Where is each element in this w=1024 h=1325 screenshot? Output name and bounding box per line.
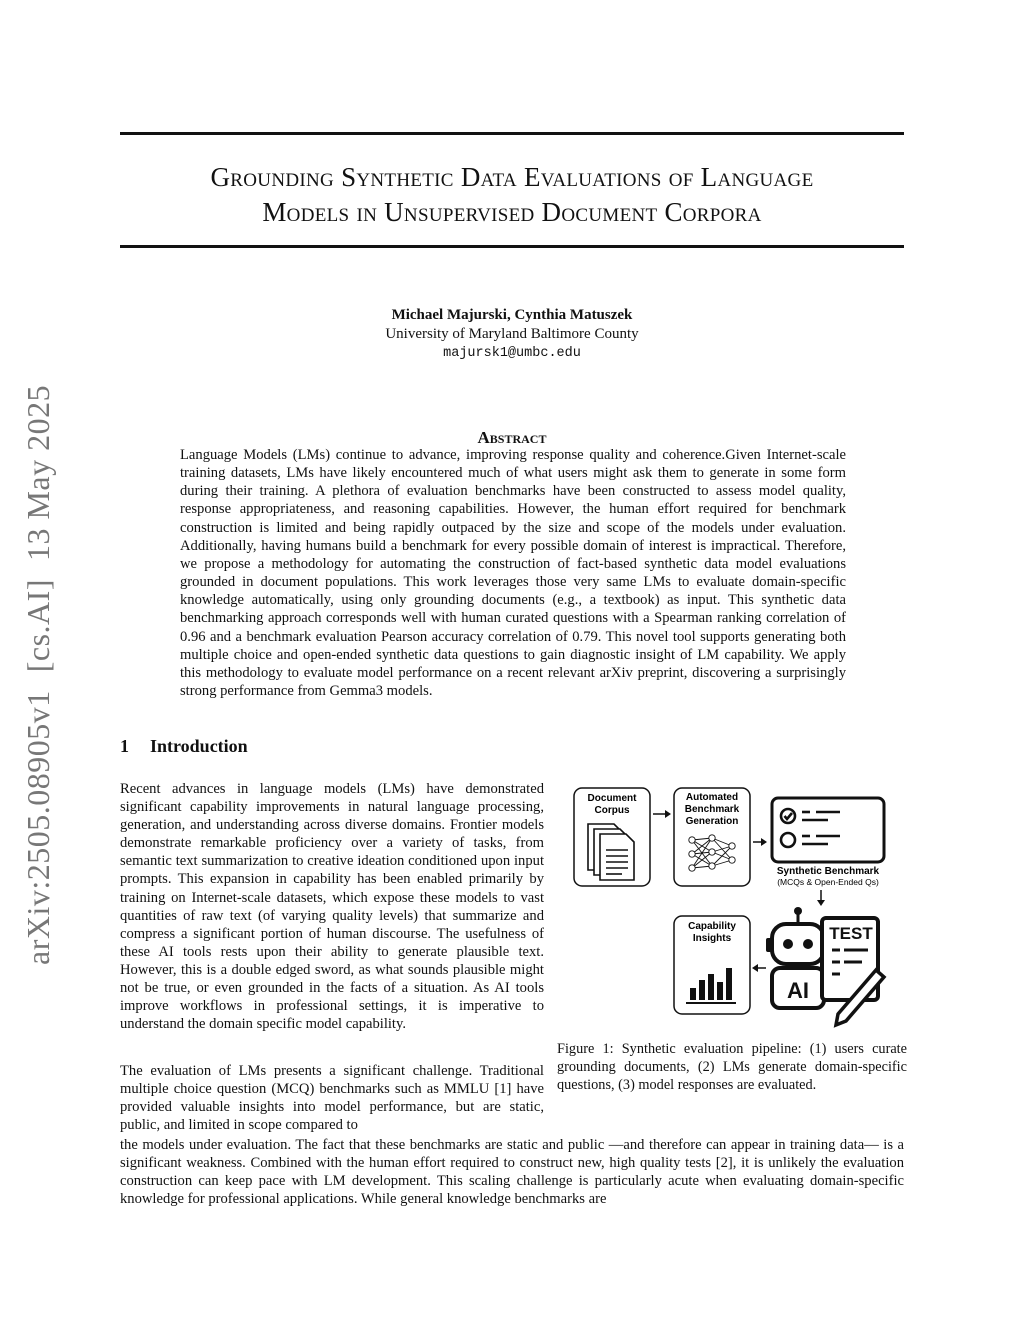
author-email: majursk1@umbc.edu bbox=[443, 346, 581, 361]
box2-label-2: Benchmark bbox=[684, 804, 740, 815]
neural-network-icon bbox=[689, 835, 735, 871]
abstract-text: Language Models (LMs) continue to advance, improving response quality and coherence.Given Internet-scale training datasets, LMs have likely encountered much of what users might ask them to generate in some form during their training. A plethora of evaluation benchmarks have been constructed to assess model quality, response appropriateness, and reasoning capabilities. However, the human effort required for benchmark construction is limited and being rapidly outpaced by the size and scope of the models under evaluation. Additionally, having humans build a benchmark for every possible domain of interest is impractical. Therefore, we propose a methodology for automating the construction of fact-based synthetic data model evaluations grounded in document populations. This work leverages those very same LMs to evaluate domain-specific knowledge automatically, using only grounding documents (e.g., a textbook) as input. This synthetic data benchmarking approach corresponds well with human curated questions with a Spearman ranking correlation of 0.96 and a benchmark evaluation Pearson accuracy correlation of 0.79. This novel tool supports generating both multiple choice and open-ended synthetic data questions to gain diagnostic insight of LM capability. We apply this methodology to evaluate model performance on a recent relevant arXiv preprint, discovering a surprisingly strong performance from Gemma3 models. bbox=[180, 447, 846, 700]
intro-paragraph-1: Recent advances in language models (LMs) have demonstrated significant capability improvements in natural language processing, generation, and understanding across diverse domains. Frontier models demonstrate remarkable proficiency over a variety of tasks, from semantic text summarization to creative ideation conditioned upon input prompts. This expansion in capability has been enabled primarily by training on Internet-scale datasets, which expose these models to vast quantities of raw text (of varying quality levels) that summarize and compress a significant portion of human discourse. The usefulness of these AI tools rests upon their ability to generate plausible text. However, this is a double edged sword, as what sounds plausible might not be true, or even grounded in the facts of a situation. As AI tools improve workflows in professional settings, it is imperative to understand the domain specific model capability. bbox=[120, 781, 544, 1033]
cap-label-1: Capability bbox=[688, 921, 736, 932]
benchmark-generation-box bbox=[674, 788, 750, 886]
arrowhead-3-icon bbox=[817, 900, 825, 906]
synthetic-benchmark-sublabel: (MCQs & Open-Ended Qs) bbox=[777, 877, 879, 887]
title-top-rule bbox=[120, 132, 904, 135]
test-label: TEST bbox=[829, 924, 873, 943]
affiliation: University of Maryland Baltimore County bbox=[385, 326, 639, 342]
arxiv-date: 13 May 2025 bbox=[20, 384, 56, 562]
box1-label-1: Document bbox=[587, 793, 637, 804]
checklist-icon bbox=[781, 809, 840, 847]
arrowhead-4-icon bbox=[752, 964, 758, 972]
box2-label-3: Generation bbox=[685, 816, 739, 827]
author-names: Michael Majurski, Cynthia Matuszek bbox=[391, 307, 633, 323]
title-line-2: Models in Unsupervised Document Corpora bbox=[262, 197, 762, 227]
arrowhead-2-icon bbox=[761, 838, 767, 846]
abstract-heading: Abstract bbox=[477, 428, 547, 447]
section-number: 1 bbox=[120, 736, 129, 756]
document-corpus-box bbox=[574, 788, 650, 886]
arrowhead-1-icon bbox=[665, 810, 671, 818]
arxiv-id: arXiv:2505.08905v1 bbox=[20, 690, 56, 965]
synthetic-benchmark-label: Synthetic Benchmark bbox=[776, 866, 880, 877]
section-heading bbox=[120, 736, 248, 757]
figure-caption: Figure 1: Synthetic evaluation pipeline: (1) users curate grounding documents, (2) LMs generate domain-specific questions, (3) model responses are evaluated. bbox=[557, 1041, 907, 1094]
box1-label-2: Corpus bbox=[594, 805, 630, 816]
documents-icon bbox=[588, 824, 634, 880]
pipeline-figure bbox=[566, 782, 906, 1030]
cap-label-2: Insights bbox=[692, 933, 732, 944]
arxiv-category: [cs.AI] bbox=[20, 579, 56, 673]
title-bottom-rule bbox=[120, 245, 904, 248]
intro-paragraph-2-column: The evaluation of LMs presents a significant challenge. Traditional multiple choice question (MCQ) benchmarks such as MMLU [1] have provided valuable insights into model performance, but are static, public, and limited in scope compared to bbox=[120, 1063, 544, 1134]
title-line-1: Grounding Synthetic Data Evaluations of Language bbox=[210, 162, 814, 192]
section-title: Introduction bbox=[150, 736, 248, 756]
arxiv-stamp bbox=[20, 367, 57, 965]
author-block bbox=[120, 306, 904, 363]
ai-label: AI bbox=[787, 978, 809, 1003]
box2-label-1: Automated bbox=[685, 792, 739, 803]
bar-chart-icon bbox=[686, 968, 736, 1004]
capability-insights-box bbox=[674, 916, 750, 1014]
synthetic-benchmark-box bbox=[772, 798, 884, 887]
robot-test-icon bbox=[766, 907, 884, 1025]
intro-paragraph-2-full: the models under evaluation. The fact that these benchmarks are static and public —and therefore can appear in training data— is a significant weakness. Combined with the human effort required to construct new, high quality tests [2], it is unlikely the evaluation construction can keep pace with LM development. This scaling challenge is particularly acute when evaluating domain-specific knowledge for professional applications. While general knowledge benchmarks are bbox=[120, 1137, 904, 1208]
page-title bbox=[120, 160, 904, 230]
